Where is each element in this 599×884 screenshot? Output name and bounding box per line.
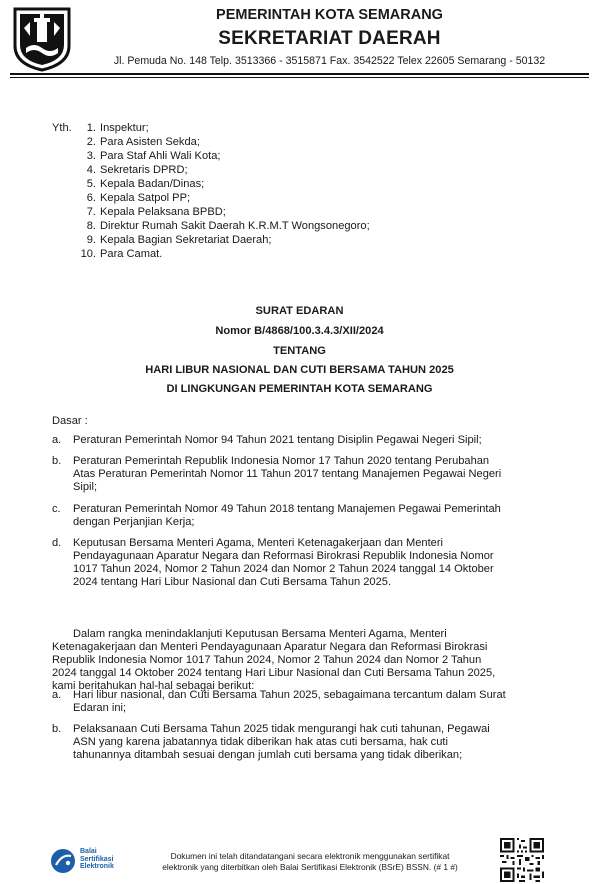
- recipient-item: Para Asisten Sekda;: [100, 136, 200, 148]
- basis-letter: a.: [52, 434, 62, 446]
- basis-item-line: Peraturan Pemerintah Republik Indonesia Nomor 17 Tahun 2020 tentang Perubahan: [73, 455, 490, 467]
- recipient-number: 1.: [86, 122, 96, 134]
- recipient-number: 2.: [86, 136, 96, 148]
- basis-item-line: Peraturan Pemerintah Nomor 49 Tahun 2018 tentang Manajemen Pegawai Pemerintah: [73, 503, 501, 515]
- recipient-number: 5.: [86, 178, 96, 190]
- about-label: TENTANG: [273, 345, 326, 357]
- recipient-number: 6.: [86, 192, 96, 204]
- basis-item-line: dengan Perjanjian Kerja;: [73, 516, 195, 528]
- body-paragraph-line: Dalam rangka menindaklanjuti Keputusan Bersama Menteri Agama, Menteri: [73, 628, 447, 640]
- recipient-prefix: Yth.: [52, 122, 72, 134]
- subject-line-1: HARI LIBUR NASIONAL DAN CUTI BERSAMA TAHUN 2025: [145, 364, 454, 376]
- office-name: SEKRETARIAT DAERAH: [218, 28, 441, 49]
- point-line: ASN yang karena jabatannya tidak diberikan hak atas cuti bersama, hak cuti: [73, 736, 448, 748]
- point-line: Edaran ini;: [73, 702, 127, 714]
- document-number: Nomor B/4868/100.3.4.3/XII/2024: [215, 325, 384, 337]
- recipient-item: Para Camat.: [100, 248, 163, 260]
- point-line: Hari libur nasional, dan Cuti Bersama Tahun 2025, sebagaimana tercantum dalam Surat: [73, 689, 506, 701]
- recipient-number: 8.: [86, 220, 96, 232]
- esign-note-line: Dokumen ini telah ditandatangani secara elektronik menggunakan sertifikat: [170, 851, 450, 861]
- basis-item-line: Keputusan Bersama Menteri Agama, Menteri Ketenagakerjaan dan Menteri: [73, 537, 444, 549]
- recipient-item: Kepala Badan/Dinas;: [100, 178, 205, 190]
- basis-letter: c.: [52, 503, 61, 515]
- basis-letter: d.: [52, 537, 62, 549]
- bsre-text-line: Balai: [80, 848, 97, 855]
- government-name: PEMERINTAH KOTA SEMARANG: [216, 7, 443, 23]
- esign-note-line: elektronik yang diterbitkan oleh Balai Sertifikasi Elektronik (BSrE) BSSN. (# 1 #): [162, 862, 458, 872]
- recipient-number: 9.: [86, 234, 96, 246]
- document-type: SURAT EDARAN: [255, 305, 344, 317]
- body-paragraph-line: 2024 tanggal 14 Oktober 2024 tentang Hari Libur Nasional dan Cuti Bersama Tahun 2025,: [52, 667, 496, 679]
- basis-item-line: Pendayagunaan Aparatur Negara dan Reformasi Birokrasi Republik Indonesia Nomor: [73, 550, 494, 562]
- point-letter: b.: [52, 723, 62, 735]
- point-line: Pelaksanaan Cuti Bersama Tahun 2025 tidak mengurangi hak cuti tahunan, Pegawai: [73, 723, 490, 735]
- bsre-text-line: Sertifikasi: [80, 855, 114, 863]
- basis-item-line: 1017 Tahun 2024, Nomor 2 Tahun 2024 dan Nomor 2 Tahun 2024 tanggal 14 Oktober: [73, 563, 494, 575]
- recipient-item: Kepala Pelaksana BPBD;: [100, 206, 226, 218]
- recipient-item: Direktur Rumah Sakit Daerah K.R.M.T Wongsonegoro;: [100, 220, 370, 232]
- header-rule-thin: [10, 77, 589, 78]
- basis-label: Dasar :: [52, 415, 88, 427]
- recipient-number: 4.: [86, 164, 96, 176]
- office-address: Jl. Pemuda No. 148 Telp. 3513366 - 3515871 Fax. 3542522 Telex 22605 Semarang - 50132: [113, 55, 546, 67]
- basis-item-line: Sipil;: [73, 481, 98, 493]
- qr-code: [500, 838, 544, 882]
- header-rule-thick: [10, 73, 589, 75]
- subject-line-2: DI LINGKUNGAN PEMERINTAH KOTA SEMARANG: [166, 383, 433, 395]
- recipient-number: 10.: [80, 248, 96, 260]
- recipient-number: 7.: [86, 206, 96, 218]
- basis-letter: b.: [52, 455, 62, 467]
- bsre-logo: [50, 848, 135, 874]
- esign-note: [130, 851, 490, 873]
- basis-item-line: Atas Peraturan Pemerintah Nomor 11 Tahun 2017 tentang Manajemen Pegawai Negeri: [73, 468, 502, 480]
- recipient-item: Inspektur;: [100, 122, 149, 134]
- recipient-item: Sekretaris DPRD;: [100, 164, 188, 176]
- point-line: tahunannya ditambah sesuai dengan jumlah cuti bersama yang tidak diberikan;: [73, 749, 463, 761]
- recipient-item: Para Staf Ahli Wali Kota;: [100, 150, 221, 162]
- body-paragraph-line: kami beritahukan hal-hal sebagai berikut:: [52, 680, 255, 692]
- basis-item-text: Peraturan Pemerintah Nomor 94 Tahun 2021 tentang Disiplin Pegawai Negeri Sipil;: [73, 434, 482, 446]
- body-paragraph-line: Republik Indonesia Nomor 1017 Tahun 2024, Nomor 2 Tahun 2024 dan Nomor 2 Tahun: [52, 654, 482, 666]
- bsre-emblem-icon: [50, 848, 76, 874]
- basis-item-line: 2024 tentang Hari Libur Nasional dan Cuti Bersama Tahun 2025.: [73, 576, 392, 588]
- recipient-number: 3.: [86, 150, 96, 162]
- recipient-item: Kepala Bagian Sekretariat Daerah;: [100, 234, 272, 246]
- body-paragraph-line: Ketenagakerjaan dan Menteri Pendayagunaan Aparatur Negara dan Reformasi Birokrasi: [52, 641, 488, 653]
- bsre-text-line: Elektronik: [80, 863, 114, 871]
- point-letter: a.: [52, 689, 62, 701]
- recipient-item: Kepala Satpol PP;: [100, 192, 191, 204]
